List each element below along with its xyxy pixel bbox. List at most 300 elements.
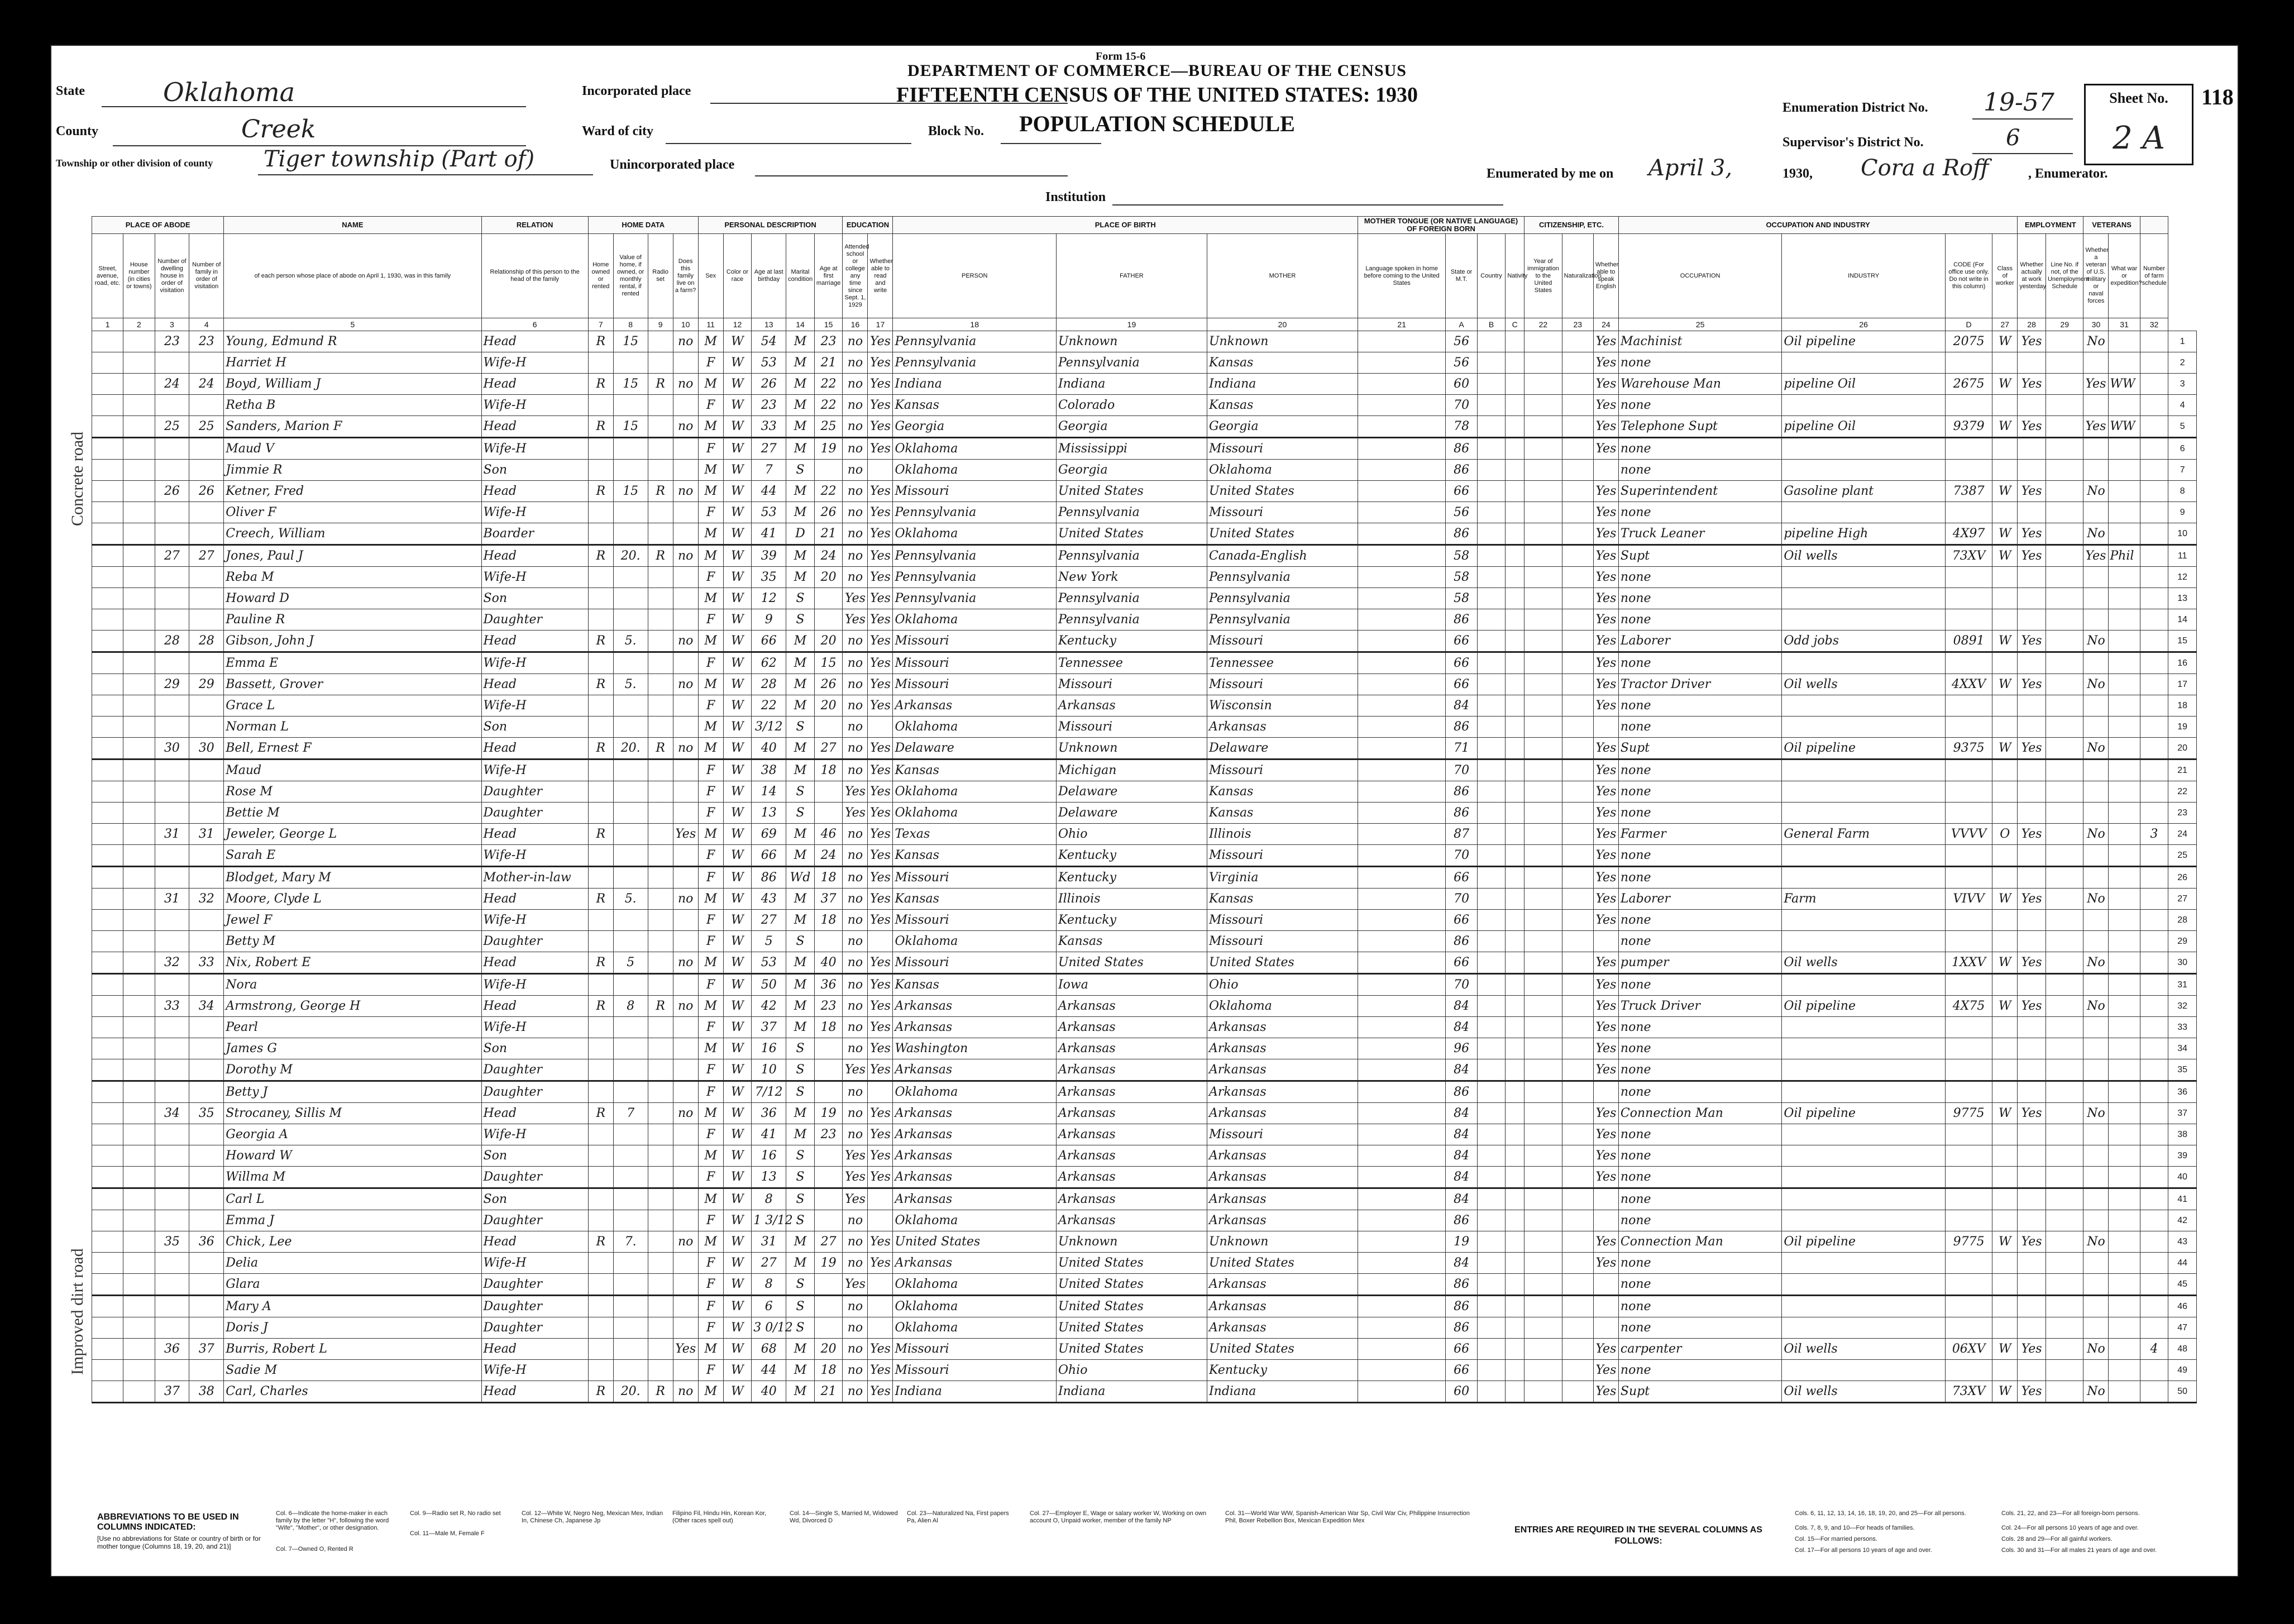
dwelling-number-cell: 33 <box>155 996 189 1017</box>
war-cell <box>2109 952 2140 974</box>
language-cell <box>1358 631 1446 652</box>
birthplace-mother-cell: United States <box>1207 1339 1358 1360</box>
home-value-cell <box>613 1360 648 1381</box>
veteran-cell <box>2083 1317 2109 1339</box>
sex-cell: F <box>698 1059 723 1081</box>
street-cell <box>92 1017 123 1038</box>
read-write-cell <box>868 717 893 738</box>
industry-cell <box>1782 1210 1946 1231</box>
home-tenure-cell <box>588 1253 613 1274</box>
street-cell <box>92 910 123 931</box>
naturalization-cell <box>1562 952 1593 974</box>
home-tenure-cell <box>588 460 613 481</box>
code-nativity-cell <box>1506 588 1524 609</box>
column-number: 17 <box>868 318 893 331</box>
marital-cell: S <box>786 781 815 803</box>
line-number-cell: 35 <box>2168 1059 2197 1081</box>
street-cell <box>92 1296 123 1317</box>
speak-english-cell: Yes <box>1593 889 1618 910</box>
code-state-cell: 66 <box>1446 867 1477 889</box>
req-2: Cols. 7, 8, 9, and 10—For heads of families. <box>1795 1525 1915 1531</box>
farm-schedule-cell <box>2140 931 2168 952</box>
age-cell: 66 <box>752 631 786 652</box>
code-state-cell: 70 <box>1446 760 1477 781</box>
at-work-cell: Yes <box>2018 674 2046 695</box>
unemployment-line-cell <box>2046 1188 2083 1210</box>
person-name-cell: Pauline R <box>224 609 481 631</box>
code-country-cell <box>1477 1167 1506 1188</box>
column-number: 9 <box>648 318 673 331</box>
farm-schedule-cell <box>2140 1145 2168 1167</box>
occupation-code-cell <box>1945 1360 1992 1381</box>
school-cell: no <box>843 1103 868 1124</box>
color-cell: W <box>723 374 752 395</box>
line-number-cell: 5 <box>2168 416 2197 438</box>
occupation-code-cell <box>1945 1253 1992 1274</box>
code-country-cell <box>1477 760 1506 781</box>
radio-set-cell <box>648 845 673 867</box>
naturalization-cell <box>1562 1317 1593 1339</box>
house-number-cell <box>123 631 155 652</box>
immigration-year-cell <box>1524 652 1562 674</box>
person-name-cell: James G <box>224 1038 481 1059</box>
census-rows <box>92 331 2197 1403</box>
speak-english-cell: Yes <box>1593 845 1618 867</box>
sex-cell: F <box>698 1081 723 1103</box>
code-nativity-cell <box>1506 738 1524 760</box>
farm-cell <box>673 1167 698 1188</box>
home-value-cell <box>613 652 648 674</box>
class-of-worker-cell <box>1992 1253 2018 1274</box>
color-cell: W <box>723 1274 752 1296</box>
veteran-cell <box>2083 652 2109 674</box>
industry-cell <box>1782 460 1946 481</box>
occupation-cell: Machinist <box>1618 331 1782 352</box>
naturalization-cell <box>1562 1103 1593 1124</box>
code-state-cell: 86 <box>1446 1317 1477 1339</box>
language-cell <box>1358 803 1446 824</box>
unemployment-line-cell <box>2046 695 2083 717</box>
at-work-cell: Yes <box>2018 523 2046 545</box>
home-value-cell: 7 <box>613 1103 648 1124</box>
column-number: 18 <box>893 318 1057 331</box>
house-number-cell <box>123 331 155 352</box>
unemployment-line-cell <box>2046 996 2083 1017</box>
farm-cell <box>673 1059 698 1081</box>
farm-cell <box>673 931 698 952</box>
code-state-cell: 86 <box>1446 803 1477 824</box>
farm-cell <box>673 974 698 996</box>
immigration-year-cell <box>1524 331 1562 352</box>
language-cell <box>1358 1081 1446 1103</box>
birthplace-person-cell: Oklahoma <box>893 609 1057 631</box>
farm-cell <box>673 1253 698 1274</box>
code-country-cell <box>1477 931 1506 952</box>
farm-schedule-cell <box>2140 1188 2168 1210</box>
marital-cell: S <box>786 1038 815 1059</box>
farm-schedule-cell <box>2140 460 2168 481</box>
farm-schedule-cell <box>2140 781 2168 803</box>
column-number-row <box>92 318 2197 331</box>
column-header: FATHER <box>1056 234 1207 318</box>
code-country-cell <box>1477 781 1506 803</box>
age-first-marriage-cell: 19 <box>814 1103 843 1124</box>
farm-cell: no <box>673 1381 698 1403</box>
age-first-marriage-cell: 46 <box>814 824 843 845</box>
code-country-cell <box>1477 374 1506 395</box>
class-of-worker-cell: O <box>1992 824 2018 845</box>
age-cell: 41 <box>752 523 786 545</box>
code-state-cell: 66 <box>1446 652 1477 674</box>
age-cell: 41 <box>752 1124 786 1145</box>
birthplace-person-cell: Oklahoma <box>893 438 1057 460</box>
marital-cell: S <box>786 1188 815 1210</box>
farm-schedule-cell <box>2140 545 2168 567</box>
age-cell: 28 <box>752 674 786 695</box>
war-cell <box>2109 845 2140 867</box>
age-first-marriage-cell <box>814 803 843 824</box>
dwelling-number-cell: 30 <box>155 738 189 760</box>
code-state-cell: 86 <box>1446 1210 1477 1231</box>
war-cell <box>2109 438 2140 460</box>
school-cell: no <box>843 1124 868 1145</box>
read-write-cell: Yes <box>868 523 893 545</box>
sex-cell: M <box>698 460 723 481</box>
speak-english-cell: Yes <box>1593 1017 1618 1038</box>
birthplace-mother-cell: Canada-English <box>1207 545 1358 567</box>
birthplace-father-cell: Pennsylvania <box>1056 609 1207 631</box>
code-nativity-cell <box>1506 1253 1524 1274</box>
industry-cell <box>1782 1038 1946 1059</box>
table-row <box>92 460 2197 481</box>
code-state-cell: 86 <box>1446 438 1477 460</box>
radio-set-cell <box>648 695 673 717</box>
home-tenure-cell <box>588 1317 613 1339</box>
house-number-cell <box>123 438 155 460</box>
home-value-cell <box>613 1081 648 1103</box>
farm-cell <box>673 460 698 481</box>
code-state-cell: 56 <box>1446 352 1477 374</box>
unemployment-line-cell <box>2046 438 2083 460</box>
relation-cell: Head <box>481 952 588 974</box>
class-of-worker-cell <box>1992 609 2018 631</box>
color-cell: W <box>723 1059 752 1081</box>
birthplace-person-cell: Oklahoma <box>893 1081 1057 1103</box>
dept-title: DEPARTMENT OF COMMERCE—BUREAU OF THE CENSUS <box>907 61 1407 80</box>
veteran-cell <box>2083 395 2109 416</box>
unemployment-line-cell <box>2046 1231 2083 1253</box>
language-cell <box>1358 1274 1446 1296</box>
enumerated-date: April 3, <box>1648 155 1733 181</box>
code-state-cell: 84 <box>1446 1103 1477 1124</box>
code-country-cell <box>1477 1296 1506 1317</box>
language-cell <box>1358 867 1446 889</box>
radio-set-cell: R <box>648 545 673 567</box>
radio-set-cell <box>648 952 673 974</box>
township-label: Township or other division of county <box>56 157 213 169</box>
relation-cell: Daughter <box>481 1296 588 1317</box>
unemployment-line-cell <box>2046 1210 2083 1231</box>
occupation-cell: Tractor Driver <box>1618 674 1782 695</box>
age-first-marriage-cell <box>814 1038 843 1059</box>
person-name-cell: Norman L <box>224 717 481 738</box>
age-first-marriage-cell: 18 <box>814 1360 843 1381</box>
marital-cell: M <box>786 1103 815 1124</box>
code-nativity-cell <box>1506 952 1524 974</box>
occupation-cell: none <box>1618 1167 1782 1188</box>
war-cell <box>2109 996 2140 1017</box>
language-cell <box>1358 609 1446 631</box>
industry-cell: General Farm <box>1782 824 1946 845</box>
table-row <box>92 523 2197 545</box>
radio-set-cell <box>648 1231 673 1253</box>
marital-cell: S <box>786 1059 815 1081</box>
dwelling-number-cell <box>155 1081 189 1103</box>
code-state-cell: 56 <box>1446 331 1477 352</box>
speak-english-cell: Yes <box>1593 910 1618 931</box>
street-cell <box>92 374 123 395</box>
speak-english-cell: Yes <box>1593 545 1618 567</box>
occupation-cell: Laborer <box>1618 631 1782 652</box>
occupation-cell: none <box>1618 1360 1782 1381</box>
home-value-cell <box>613 460 648 481</box>
occupation-cell: none <box>1618 760 1782 781</box>
person-name-cell: Nix, Robert E <box>224 952 481 974</box>
code-state-cell: 84 <box>1446 1188 1477 1210</box>
person-name-cell: Bell, Ernest F <box>224 738 481 760</box>
birthplace-person-cell: Kansas <box>893 889 1057 910</box>
naturalization-cell <box>1562 1296 1593 1317</box>
line-number-cell: 47 <box>2168 1317 2197 1339</box>
farm-schedule-cell <box>2140 374 2168 395</box>
age-first-marriage-cell: 23 <box>814 331 843 352</box>
farm-schedule-cell <box>2140 952 2168 974</box>
age-first-marriage-cell: 25 <box>814 416 843 438</box>
occupation-code-cell <box>1945 1038 1992 1059</box>
radio-set-cell <box>648 717 673 738</box>
req-1: Cols. 6, 11, 12, 13, 14, 16, 18, 19, 20, and 25—For all persons. <box>1795 1510 1966 1517</box>
family-number-cell <box>189 974 224 996</box>
table-row <box>92 331 2197 352</box>
home-tenure-cell <box>588 845 613 867</box>
language-cell <box>1358 889 1446 910</box>
dwelling-number-cell: 31 <box>155 824 189 845</box>
house-number-cell <box>123 781 155 803</box>
age-first-marriage-cell: 18 <box>814 1017 843 1038</box>
age-cell: 69 <box>752 824 786 845</box>
column-number: C <box>1506 318 1524 331</box>
radio-set-cell <box>648 1296 673 1317</box>
age-cell: 7/12 <box>752 1081 786 1103</box>
birthplace-person-cell: Oklahoma <box>893 931 1057 952</box>
speak-english-cell: Yes <box>1593 374 1618 395</box>
occupation-cell: none <box>1618 910 1782 931</box>
family-number-cell <box>189 523 224 545</box>
line-number-cell: 17 <box>2168 674 2197 695</box>
marital-cell: M <box>786 695 815 717</box>
relation-cell: Wife-H <box>481 1253 588 1274</box>
occupation-cell: none <box>1618 395 1782 416</box>
home-value-cell: 15 <box>613 374 648 395</box>
speak-english-cell: Yes <box>1593 1145 1618 1167</box>
sex-cell: F <box>698 567 723 588</box>
dwelling-number-cell <box>155 352 189 374</box>
column-header: Radio set <box>648 234 673 318</box>
war-cell <box>2109 588 2140 609</box>
read-write-cell: Yes <box>868 952 893 974</box>
group-header-veterans: VETERANS <box>2083 217 2140 234</box>
class-of-worker-cell: W <box>1992 523 2018 545</box>
naturalization-cell <box>1562 931 1593 952</box>
code-state-cell: 87 <box>1446 824 1477 845</box>
color-cell: W <box>723 717 752 738</box>
line-number-cell: 13 <box>2168 588 2197 609</box>
birthplace-mother-cell: Pennsylvania <box>1207 567 1358 588</box>
industry-cell <box>1782 974 1946 996</box>
age-cell: 37 <box>752 1017 786 1038</box>
farm-schedule-cell <box>2140 1103 2168 1124</box>
birthplace-person-cell: Oklahoma <box>893 523 1057 545</box>
birthplace-mother-cell: Missouri <box>1207 1124 1358 1145</box>
dwelling-number-cell: 25 <box>155 416 189 438</box>
table-row <box>92 1360 2197 1381</box>
unemployment-line-cell <box>2046 889 2083 910</box>
at-work-cell <box>2018 717 2046 738</box>
relation-cell: Wife-H <box>481 1124 588 1145</box>
color-cell: W <box>723 1124 752 1145</box>
column-number: 5 <box>224 318 481 331</box>
abbr-col11: Col. 11—Male M, Female F <box>410 1530 485 1537</box>
farm-cell <box>673 588 698 609</box>
at-work-cell <box>2018 695 2046 717</box>
home-value-cell: 5. <box>613 631 648 652</box>
family-number-cell <box>189 652 224 674</box>
unemployment-line-cell <box>2046 1296 2083 1317</box>
column-header: Age at first marriage <box>814 234 843 318</box>
column-number: 29 <box>2046 318 2083 331</box>
school-cell: no <box>843 717 868 738</box>
farm-schedule-cell: 3 <box>2140 824 2168 845</box>
street-cell <box>92 1231 123 1253</box>
class-of-worker-cell <box>1992 1210 2018 1231</box>
naturalization-cell <box>1562 652 1593 674</box>
occupation-code-cell <box>1945 1188 1992 1210</box>
relation-cell: Son <box>481 588 588 609</box>
occupation-cell: none <box>1618 974 1782 996</box>
immigration-year-cell <box>1524 1210 1562 1231</box>
class-of-worker-cell <box>1992 803 2018 824</box>
relation-cell: Wife-H <box>481 438 588 460</box>
birthplace-person-cell: Delaware <box>893 738 1057 760</box>
naturalization-cell <box>1562 1274 1593 1296</box>
table-row <box>92 652 2197 674</box>
radio-set-cell <box>648 931 673 952</box>
speak-english-cell <box>1593 1210 1618 1231</box>
farm-cell <box>673 781 698 803</box>
column-header: Nativity <box>1506 234 1524 318</box>
line-number-cell: 46 <box>2168 1296 2197 1317</box>
code-nativity-cell <box>1506 760 1524 781</box>
sex-cell: F <box>698 1017 723 1038</box>
school-cell: no <box>843 695 868 717</box>
class-of-worker-cell <box>1992 588 2018 609</box>
birthplace-mother-cell: Ohio <box>1207 974 1358 996</box>
immigration-year-cell <box>1524 481 1562 502</box>
class-of-worker-cell <box>1992 974 2018 996</box>
unemployment-line-cell <box>2046 609 2083 631</box>
radio-set-cell <box>648 1017 673 1038</box>
code-country-cell <box>1477 395 1506 416</box>
occupation-code-cell: 2075 <box>1945 331 1992 352</box>
home-tenure-cell: R <box>588 1231 613 1253</box>
war-cell <box>2109 1103 2140 1124</box>
home-tenure-cell: R <box>588 1103 613 1124</box>
immigration-year-cell <box>1524 416 1562 438</box>
birthplace-father-cell: Ohio <box>1056 1360 1207 1381</box>
code-nativity-cell <box>1506 395 1524 416</box>
unemployment-line-cell <box>2046 545 2083 567</box>
code-nativity-cell <box>1506 523 1524 545</box>
birthplace-person-cell: Kansas <box>893 845 1057 867</box>
street-cell <box>92 824 123 845</box>
line-number-cell: 43 <box>2168 1231 2197 1253</box>
school-cell: no <box>843 545 868 567</box>
marital-cell: S <box>786 1145 815 1167</box>
home-value-cell <box>613 974 648 996</box>
home-value-cell: 5 <box>613 952 648 974</box>
unemployment-line-cell <box>2046 952 2083 974</box>
column-header: Street, avenue, road, etc. <box>92 234 123 318</box>
relation-cell: Daughter <box>481 931 588 952</box>
home-tenure-cell <box>588 502 613 523</box>
farm-schedule-cell <box>2140 1038 2168 1059</box>
person-name-cell: Armstrong, George H <box>224 996 481 1017</box>
farm-cell <box>673 1210 698 1231</box>
at-work-cell <box>2018 395 2046 416</box>
street-cell <box>92 545 123 567</box>
street-cell <box>92 567 123 588</box>
family-number-cell <box>189 395 224 416</box>
table-row <box>92 1103 2197 1124</box>
color-cell: W <box>723 867 752 889</box>
school-cell: no <box>843 674 868 695</box>
school-cell: no <box>843 652 868 674</box>
industry-cell: Oil wells <box>1782 1381 1946 1403</box>
age-first-marriage-cell: 27 <box>814 738 843 760</box>
at-work-cell <box>2018 867 2046 889</box>
industry-cell <box>1782 781 1946 803</box>
person-name-cell: Reba M <box>224 567 481 588</box>
street-cell <box>92 889 123 910</box>
home-value-cell <box>613 1038 648 1059</box>
color-cell: W <box>723 1210 752 1231</box>
read-write-cell: Yes <box>868 374 893 395</box>
code-state-cell: 86 <box>1446 781 1477 803</box>
age-first-marriage-cell: 20 <box>814 631 843 652</box>
birthplace-mother-cell: Missouri <box>1207 502 1358 523</box>
table-row <box>92 1210 2197 1231</box>
family-number-cell <box>189 567 224 588</box>
birthplace-person-cell: Arkansas <box>893 695 1057 717</box>
home-value-cell: 5. <box>613 889 648 910</box>
abbr-note: [Use no abbreviations for State or country of birth or for mother tongue (Columns 18, 19, 20, and 21)] <box>97 1535 261 1550</box>
sex-cell: F <box>698 781 723 803</box>
line-number-cell: 20 <box>2168 738 2197 760</box>
occupation-cell: Farmer <box>1618 824 1782 845</box>
family-number-cell <box>189 460 224 481</box>
dwelling-number-cell <box>155 1167 189 1188</box>
immigration-year-cell <box>1524 460 1562 481</box>
